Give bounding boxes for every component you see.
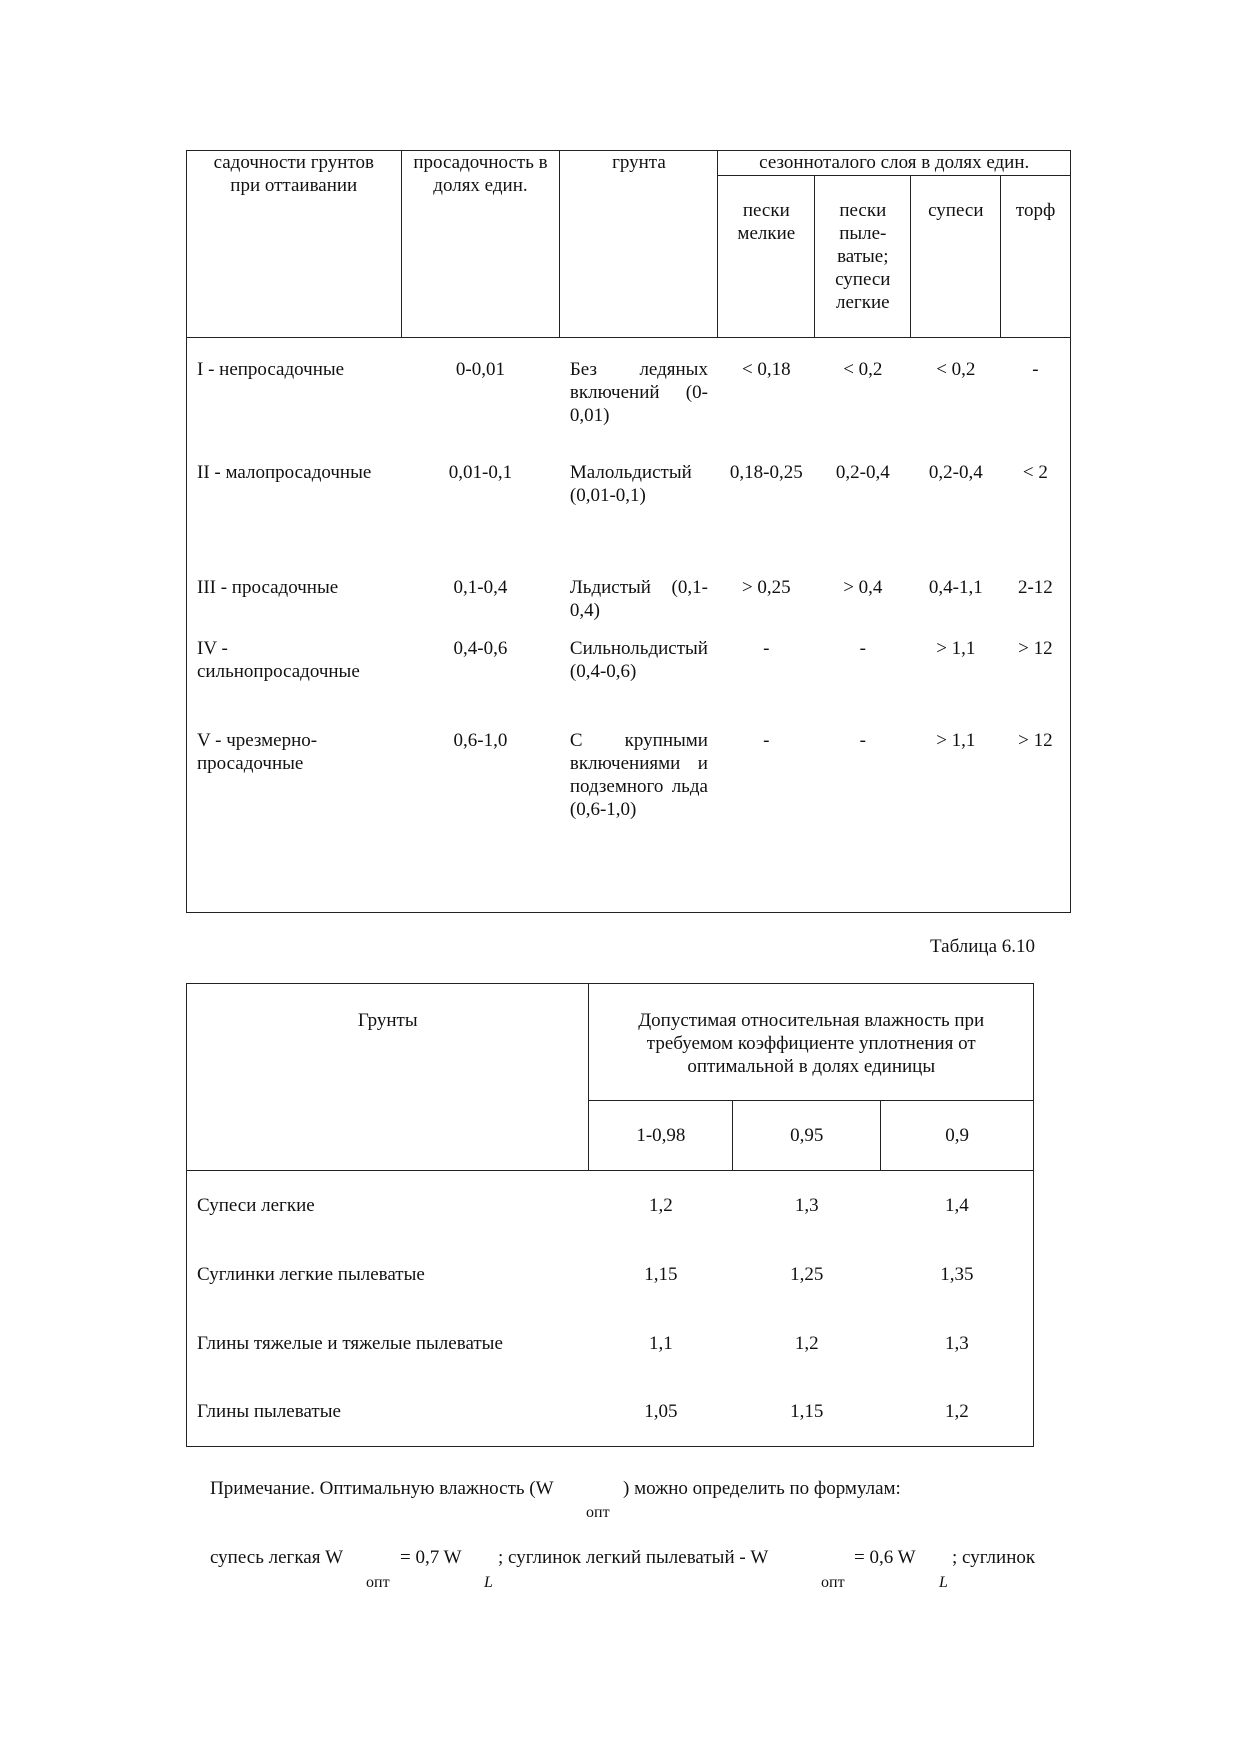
value-cell: 1,4 — [881, 1171, 1034, 1240]
value-cell: 2-12 — [1001, 568, 1071, 637]
value-cell: > 1,1 — [911, 729, 1001, 913]
value-cell: 1,3 — [881, 1309, 1034, 1378]
range-cell: 0,01-0,1 — [448, 461, 513, 483]
soil-cell: Супеси легкие — [187, 1171, 589, 1240]
formula-coef-2: = 0,6 W — [854, 1547, 916, 1568]
table-row — [187, 637, 1071, 729]
value-cell: 1,2 — [881, 1378, 1034, 1447]
range-cell: 0,6-1,0 — [401, 729, 560, 913]
formula-sandy-loam: супесь легкая W — [210, 1547, 344, 1568]
value-cell: 0,2-0,4 — [835, 461, 890, 483]
soil-cell: Глины тяжелые и тяжелые пылеватые — [187, 1309, 589, 1378]
value-cell: > 0,25 — [741, 576, 791, 598]
value-cell: < 2 — [1001, 453, 1071, 568]
value-cell: 1,2 — [794, 1332, 819, 1354]
header-allowed-moisture: Допустимая относительная влажность при требуемом коэффициенте уплотнения от оптимальной в долях единицы — [589, 984, 1034, 1101]
category-cell: III - просадочные — [187, 568, 402, 637]
note-text-start: Примечание. Оптимальную влажность (W — [210, 1478, 554, 1499]
subscript-L: L — [939, 1574, 948, 1591]
table-row — [187, 338, 1071, 453]
subscript-opt: опт — [586, 1504, 610, 1521]
soil-cell: Глины пылеватые — [187, 1378, 589, 1447]
soil-cell: С крупными включениями и подземного льда (0,6-1,0) — [560, 729, 718, 913]
formula-tail: ; суглинок — [952, 1547, 1036, 1568]
soil-cell: Суглинки легкие пылеватые — [187, 1240, 589, 1309]
soil-cell: Льдистый (0,1-0,4) — [569, 576, 708, 621]
value-cell: 1,3 — [794, 1194, 819, 1216]
table-caption: Таблица 6.10 — [930, 936, 1036, 957]
value-cell: 0,2-0,4 — [928, 461, 983, 483]
value-cell: 0,4-1,1 — [928, 576, 983, 598]
table-row — [187, 568, 1071, 637]
formula-coef-1: = 0,7 W — [400, 1547, 462, 1568]
value-cell: - — [718, 729, 815, 913]
header-peat: торф — [1001, 176, 1071, 338]
header-sandy-loam: супеси — [911, 176, 1001, 338]
header-silty-sand: пески пыле-ватые; супеси легкие — [815, 176, 911, 338]
range-cell: 0-0,01 — [455, 359, 505, 380]
subscript-L: L — [484, 1574, 493, 1591]
value-cell: < 0,2 — [936, 359, 976, 380]
formula-loam: ; суглинок легкий пылеватый - W — [498, 1547, 769, 1568]
category-cell: I - непросадочные — [187, 338, 402, 453]
category-cell: V - чрезмерно-просадочные — [187, 729, 402, 913]
table-row — [187, 453, 1071, 568]
subscript-opt: опт — [821, 1574, 845, 1591]
table-row — [187, 1378, 1034, 1447]
soil-cell: Малольдистый (0,01-0,1) — [569, 461, 692, 506]
soil-cell: Сильнольдистый (0,4-0,6) — [569, 637, 708, 682]
header-fine-sand: пески мелкие — [718, 176, 815, 338]
header-soil: грунта — [560, 151, 718, 338]
table-row — [187, 1171, 1034, 1240]
subsidence-table — [186, 150, 1071, 913]
category-cell: IV - сильнопросадочные — [187, 637, 402, 729]
header-coef-3: 0,9 — [881, 1101, 1034, 1171]
header-coef-2: 0,95 — [733, 1101, 881, 1171]
value-cell: - — [815, 729, 911, 913]
value-cell: < 0,18 — [741, 359, 791, 380]
value-cell: - — [859, 637, 866, 659]
value-cell: 0,18-0,25 — [729, 461, 803, 483]
table-row — [187, 729, 1071, 913]
value-cell: > 0,4 — [843, 576, 883, 598]
soil-cell: Без ледяных включений (0-0,01) — [569, 359, 708, 426]
note-text-end: ) можно определить по формулам: — [623, 1478, 901, 1499]
value-cell: 1,2 — [649, 1194, 673, 1216]
header-soils: Грунты — [187, 984, 589, 1171]
value-cell: 1,15 — [733, 1378, 881, 1447]
range-cell: 0,1-0,4 — [453, 576, 508, 598]
value-cell: 1,05 — [589, 1378, 733, 1447]
value-cell: - — [1001, 338, 1071, 453]
value-cell: > 12 — [1001, 729, 1071, 913]
header-seasonal-layer: сезонноталого слоя в долях един. — [718, 151, 1071, 176]
header-subsidence-value: просадочность в долях един. — [401, 151, 560, 338]
table-row — [187, 1309, 1034, 1378]
value-cell: 1,35 — [881, 1240, 1034, 1309]
value-cell: 1,1 — [649, 1332, 673, 1354]
table-row — [187, 1240, 1034, 1309]
header-coef-1: 1-0,98 — [589, 1101, 733, 1171]
value-cell: > 1,1 — [936, 637, 976, 659]
value-cell: > 12 — [1001, 637, 1071, 729]
value-cell: 1,15 — [644, 1263, 678, 1285]
value-cell: 1,25 — [790, 1263, 824, 1285]
value-cell: < 0,2 — [843, 359, 883, 380]
category-cell: II - малопросадочные — [187, 453, 402, 568]
header-subsidence-category: садочности грунтов при оттаивании — [187, 151, 402, 338]
value-cell: - — [763, 637, 770, 659]
moisture-table — [186, 983, 1034, 1447]
subscript-opt: опт — [366, 1574, 390, 1591]
range-cell: 0,4-0,6 — [453, 637, 508, 659]
